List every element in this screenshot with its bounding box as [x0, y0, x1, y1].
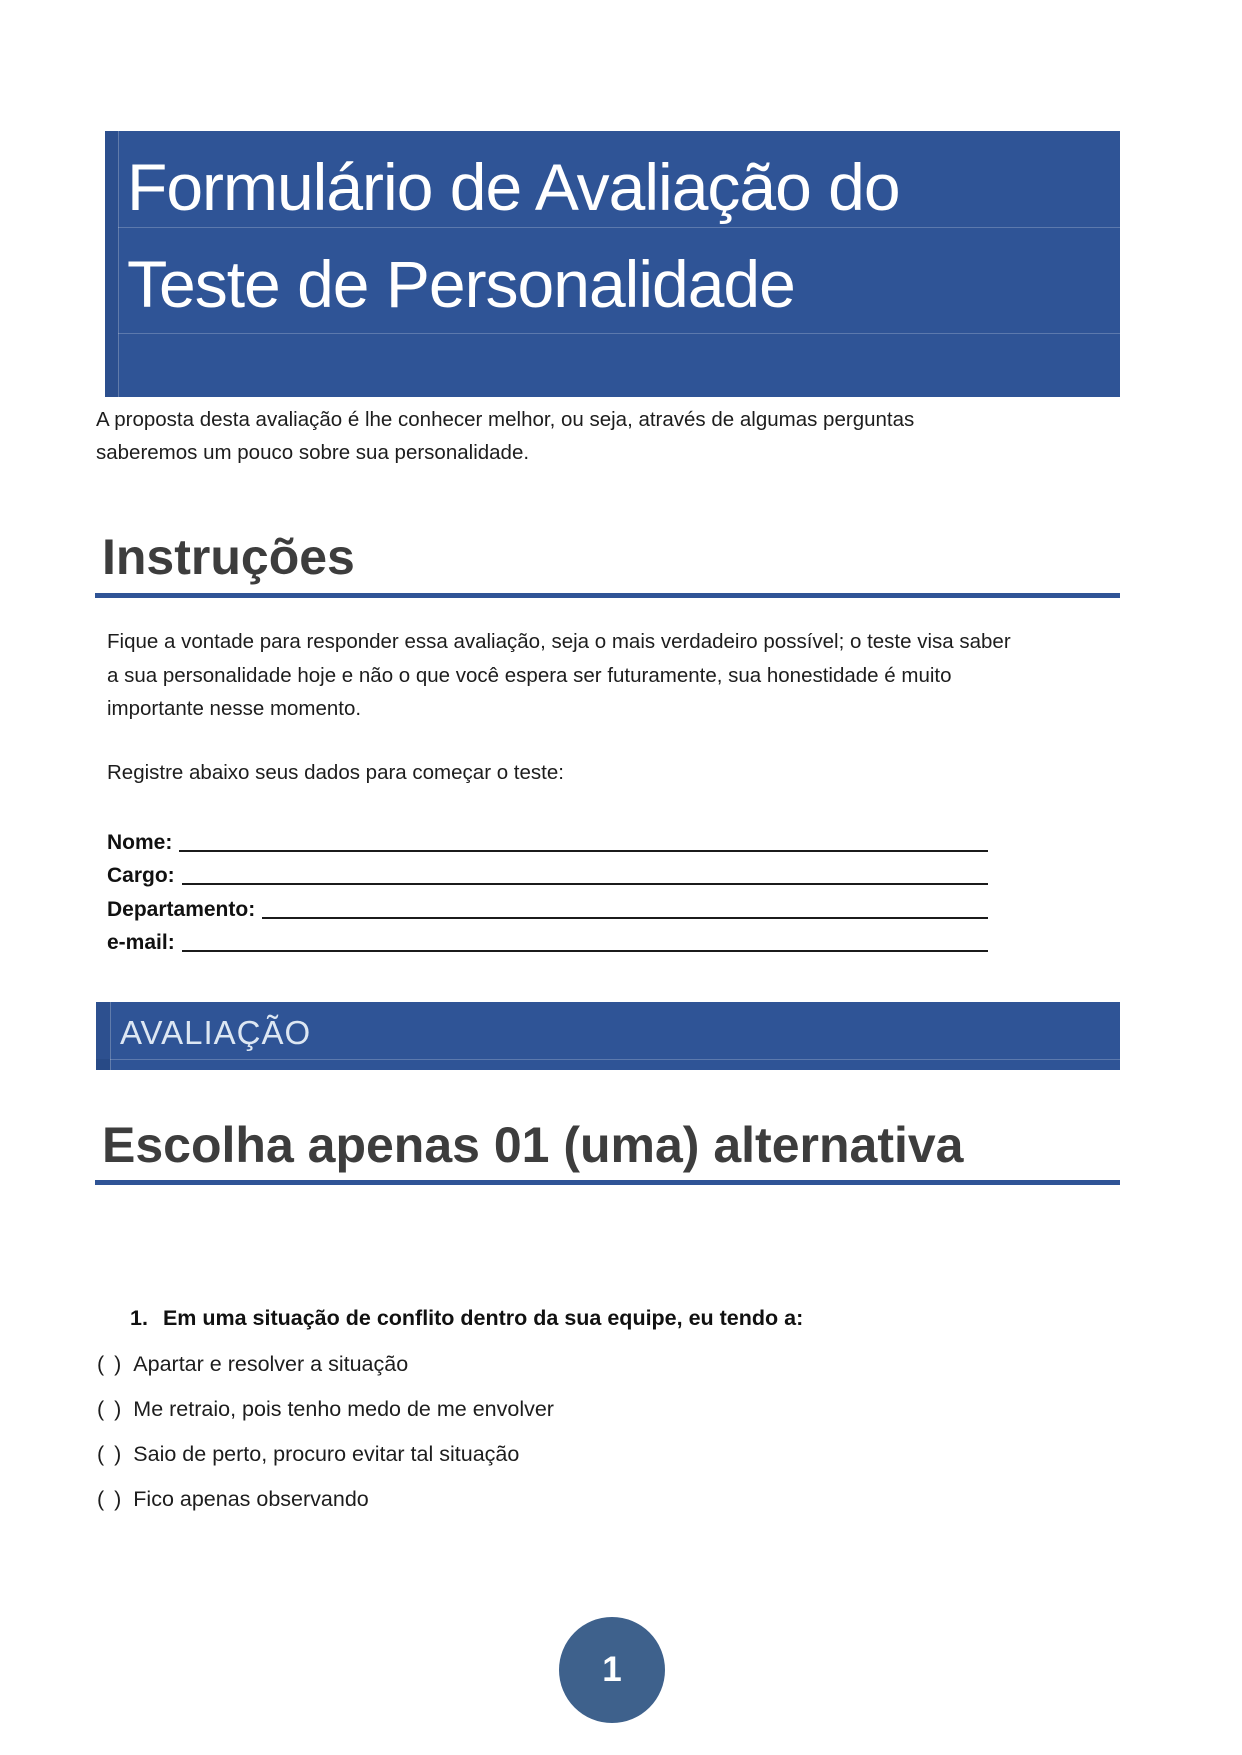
- instructions-line: Fique a vontade para responder essa avaliação, seja o mais verdadeiro possível; o teste visa saber: [107, 630, 1011, 653]
- instructions-line: importante nesse momento.: [107, 697, 362, 720]
- option-item: [97, 1397, 554, 1442]
- banner-gridline: [118, 333, 1120, 334]
- checkbox-marker[interactable]: ( ): [97, 1442, 124, 1466]
- banner-left-strip: [105, 131, 119, 397]
- checkbox-marker[interactable]: ( ): [97, 1487, 124, 1511]
- intro-line: saberemos um pouco sobre sua personalidade.: [96, 441, 530, 464]
- instructions-paragraph: [107, 625, 1011, 726]
- field-input-line[interactable]: [179, 850, 988, 852]
- option-label: Saio de perto, procuro evitar tal situação: [133, 1442, 520, 1466]
- document-title: [127, 139, 900, 333]
- banner-gridline: [110, 1059, 1120, 1060]
- option-label: Apartar e resolver a situação: [133, 1352, 409, 1376]
- question-number: 1.: [130, 1306, 148, 1330]
- avaliacao-banner: [96, 1002, 1120, 1070]
- register-prompt: Registre abaixo seus dados para começar o teste:: [107, 761, 564, 784]
- option-item: [97, 1487, 554, 1532]
- question-1: [130, 1306, 803, 1331]
- intro-paragraph: [96, 403, 914, 469]
- form-field-email: [107, 922, 988, 956]
- field-input-line[interactable]: [262, 917, 988, 919]
- option-item: [97, 1352, 554, 1397]
- checkbox-marker[interactable]: ( ): [97, 1352, 124, 1376]
- avaliacao-label: AVALIAÇÃO: [120, 1014, 312, 1051]
- personal-data-form: [107, 821, 988, 955]
- question-text: Em uma situação de conflito dentro da sua equipe, eu tendo a:: [162, 1306, 804, 1330]
- form-field-nome: [107, 821, 988, 855]
- document-title-line1: Formulário de Avaliação do: [127, 150, 900, 224]
- field-label: e-mail:: [107, 931, 175, 954]
- option-item: [97, 1442, 554, 1487]
- field-input-line[interactable]: [182, 950, 988, 952]
- intro-line: A proposta desta avaliação é lhe conhecer melhor, ou seja, através de algumas perguntas: [96, 408, 915, 431]
- field-label: Nome:: [107, 830, 173, 854]
- field-input-line[interactable]: [182, 883, 988, 885]
- field-label: Departamento:: [107, 897, 256, 921]
- instructions-heading: Instruções: [95, 528, 1120, 598]
- option-label: Me retraio, pois tenho medo de me envolver: [133, 1397, 554, 1421]
- instructions-line: a sua personalidade hoje e não o que você espera ser futuramente, sua honestidade é muito: [107, 663, 952, 687]
- form-field-departamento: [107, 888, 988, 922]
- banner-corner-notch: [96, 1059, 110, 1070]
- form-field-cargo: [107, 855, 988, 889]
- options-list: [97, 1352, 554, 1532]
- field-label: Cargo:: [107, 864, 175, 887]
- document-title-line2: Teste de Personalidade: [127, 247, 795, 321]
- option-label: Fico apenas observando: [133, 1487, 369, 1511]
- checkbox-marker[interactable]: ( ): [97, 1397, 124, 1421]
- page-number: 1: [602, 1650, 622, 1689]
- choice-heading: Escolha apenas 01 (uma) alternativa: [95, 1114, 1120, 1185]
- title-banner: [105, 131, 1120, 397]
- page-number-badge: [559, 1617, 665, 1723]
